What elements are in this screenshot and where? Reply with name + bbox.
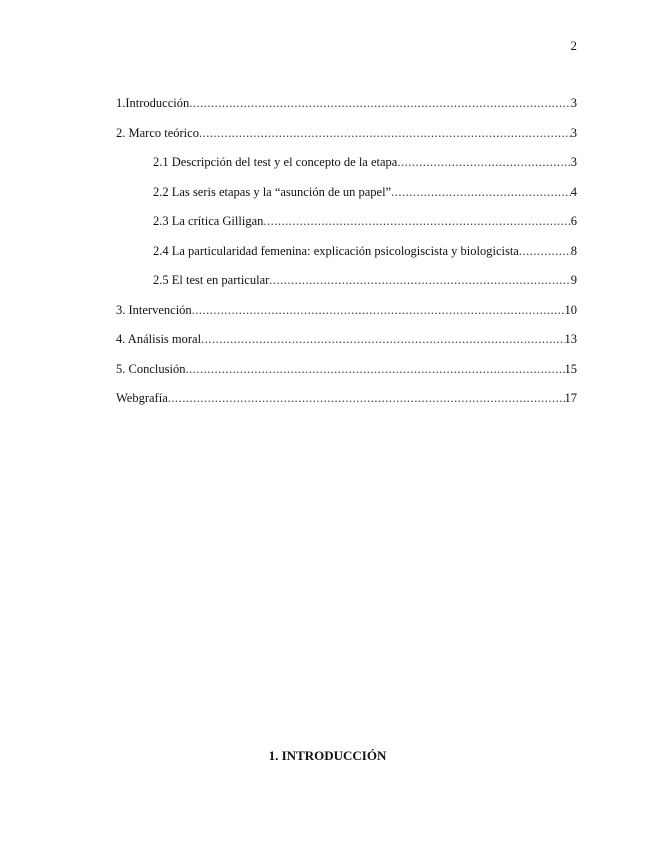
toc-entry-page: 9 xyxy=(570,273,577,287)
toc-leader-dots xyxy=(192,303,565,318)
toc-entry-page: 13 xyxy=(564,332,577,346)
toc-entry-title: 5. Conclusión xyxy=(116,361,186,376)
toc-leader-dots xyxy=(263,214,570,229)
toc-leader-dots xyxy=(199,126,571,141)
toc-entry-introduccion xyxy=(116,96,577,126)
toc-entry-title: 2.5 El test en particular xyxy=(153,273,270,287)
toc-leader-dots xyxy=(269,273,570,288)
toc-leader-dots xyxy=(519,244,571,259)
toc-entry-title: 2.1 Descripción del test y el concepto de la etapa xyxy=(153,155,398,169)
toc-entry-page: 3 xyxy=(570,125,577,140)
toc-entry-page: 15 xyxy=(564,361,577,376)
toc-entry-marco-teorico xyxy=(116,126,577,156)
toc-leader-dots xyxy=(201,332,564,347)
toc-entry-title: Webgrafía xyxy=(116,391,168,405)
toc-entry-title: 1.Introducción xyxy=(116,96,190,110)
page-number: 2 xyxy=(570,38,577,53)
toc-entry-particularidad-femenina xyxy=(116,244,577,274)
toc-leader-dots xyxy=(397,155,570,170)
toc-leader-dots xyxy=(168,391,565,406)
toc-entry-title: 2. Marco teórico xyxy=(116,125,199,140)
toc-leader-dots xyxy=(185,362,564,377)
toc-leader-dots xyxy=(391,185,571,200)
toc-entry-webgrafia xyxy=(116,391,577,421)
toc-entry-page: 10 xyxy=(564,302,577,317)
toc-entry-title: 2.2 Las seris etapas y la “asunción de un papel” xyxy=(153,184,392,199)
toc-entry-page: 3 xyxy=(570,96,577,110)
toc-entry-title: 2.3 La crítica Gilligan xyxy=(153,214,264,228)
toc-entry-page: 8 xyxy=(570,243,577,258)
toc-entry-title: 4. Análisis moral xyxy=(116,332,202,346)
toc-entry-page: 17 xyxy=(564,391,577,405)
toc-entry-page: 6 xyxy=(570,214,577,228)
table-of-contents xyxy=(116,96,577,421)
toc-leader-dots xyxy=(189,96,571,111)
toc-entry-title: 2.4 La particularidad femenina: explicación psicologiscista y biologicista xyxy=(153,243,519,258)
toc-entry-critica-gilligan xyxy=(116,214,577,244)
toc-entry-title: 3. Intervención xyxy=(116,302,192,317)
toc-entry-conclusion xyxy=(116,362,577,392)
toc-entry-intervencion xyxy=(116,303,577,333)
section-heading: 1. INTRODUCCIÓN xyxy=(268,748,387,763)
toc-entry-test-particular xyxy=(116,273,577,303)
toc-entry-seris-etapas xyxy=(116,185,577,215)
toc-entry-descripcion-test xyxy=(116,155,577,185)
toc-entry-analisis-moral xyxy=(116,332,577,362)
toc-entry-page: 3 xyxy=(570,155,577,169)
toc-entry-page: 4 xyxy=(570,184,577,199)
